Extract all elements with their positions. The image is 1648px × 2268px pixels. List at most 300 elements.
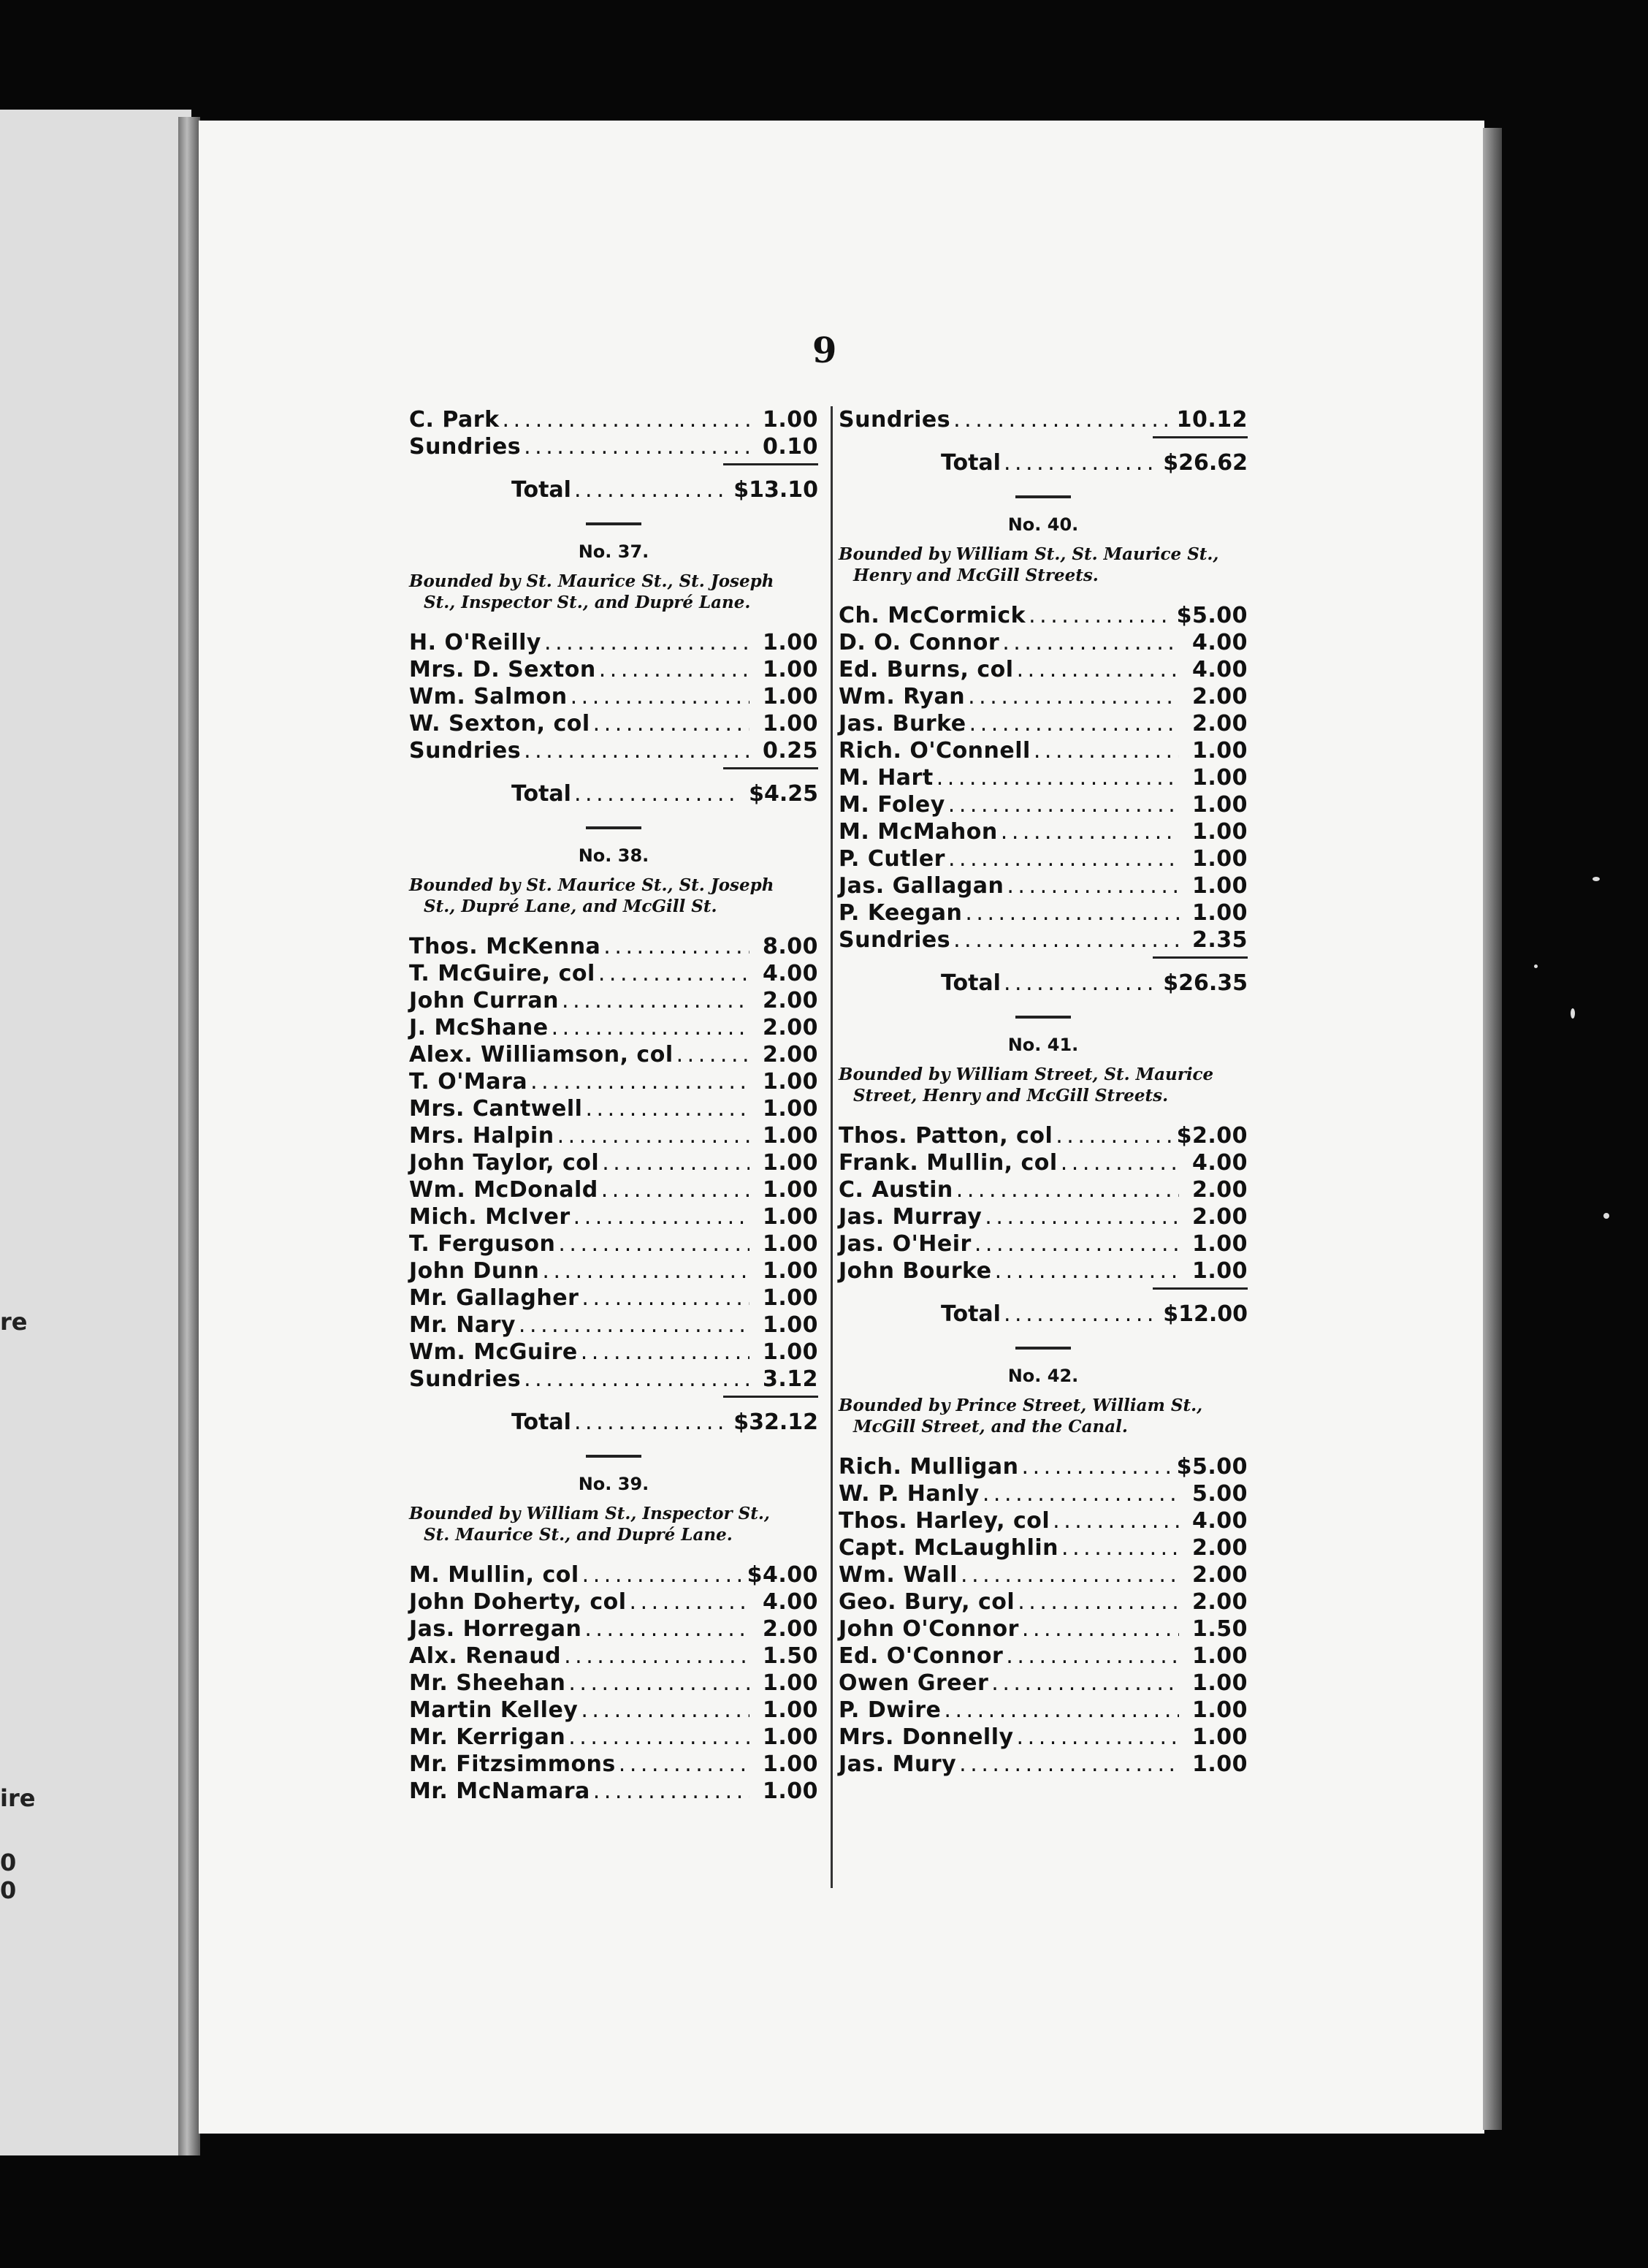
list-item (839, 406, 1248, 433)
list-item (409, 710, 818, 737)
contribution-amount: 1.00 (1191, 873, 1248, 899)
leader-dots (601, 1176, 749, 1203)
leader-dots (676, 1041, 749, 1068)
leader-dots (974, 1230, 1179, 1257)
list-item (409, 1561, 818, 1588)
section-heading: No. 38. (578, 845, 649, 866)
contributor-name: Jas. Mury (839, 1751, 957, 1777)
contributor-name: Thos. Patton, col (839, 1123, 1053, 1149)
list-item (839, 710, 1248, 737)
contribution-amount: 1.00 (762, 1724, 818, 1750)
contribution-amount: 4.00 (1191, 1150, 1248, 1176)
contributor-name: Thos. McKenna (409, 934, 601, 959)
contributor-name: Mr. McNamara (409, 1778, 590, 1804)
leader-dots (574, 778, 735, 810)
list-item (839, 926, 1248, 954)
contributor-name: Sundries (839, 927, 951, 953)
contributor-name: Ed. Burns, col (839, 657, 1014, 682)
list-item (839, 1149, 1248, 1176)
bounds-line: Bounded by St. Maurice St., St. Joseph (409, 875, 774, 895)
total-label: Total (511, 781, 571, 807)
leader-dots (519, 1312, 749, 1339)
leader-dots (544, 629, 749, 656)
leader-dots (1004, 447, 1160, 479)
column-divider (831, 406, 833, 1888)
leader-dots (581, 1285, 749, 1312)
leader-dots (598, 960, 749, 987)
contribution-amount: 1.00 (1191, 738, 1248, 764)
contribution-amount: $4.00 (747, 1562, 818, 1588)
contributor-name: T. McGuire, col (409, 961, 595, 986)
contribution-amount: $5.00 (1176, 1454, 1248, 1480)
section-heading: No. 40. (1007, 514, 1079, 535)
contributor-name: Mrs. Cantwell (409, 1096, 583, 1122)
contribution-amount: 2.00 (1191, 1562, 1248, 1588)
list-item (839, 1534, 1248, 1561)
list-item (409, 1724, 818, 1751)
contributor-name: John Curran (409, 988, 559, 1013)
contribution-amount: 2.00 (1191, 684, 1248, 709)
list-item (839, 1643, 1248, 1670)
list-item (409, 656, 818, 683)
list-item (409, 1778, 818, 1805)
contributor-name: W. P. Hanly (839, 1481, 980, 1507)
list-item (409, 1203, 818, 1230)
leader-dots (581, 1339, 749, 1366)
leader-dots (574, 1407, 730, 1439)
bounds-line: Bounded by St. Maurice St., St. Joseph (409, 571, 774, 591)
contribution-amount: 1.00 (762, 1285, 818, 1311)
contributor-name: W. Sexton, col (409, 711, 590, 737)
contributor-name: Sundries (409, 434, 522, 460)
bounds-line: Bounded by Prince Street, William St., (839, 1396, 1203, 1415)
sum-rule (1153, 436, 1248, 438)
section-total (941, 1298, 1248, 1331)
contribution-amount: 2.00 (1191, 1589, 1248, 1615)
list-item (839, 764, 1248, 791)
contributor-name: H. O'Reilly (409, 630, 541, 655)
leader-dots (1004, 967, 1160, 1000)
page-number: 9 (812, 330, 837, 371)
contribution-amount: 1.00 (1191, 1258, 1248, 1284)
sum-rule (723, 1396, 818, 1398)
contribution-amount: 1.00 (1191, 1724, 1248, 1750)
leader-dots (602, 1149, 749, 1176)
section-heading: No. 37. (578, 541, 649, 562)
contributor-name: Jas. Gallagan (839, 873, 1004, 899)
list-item (409, 629, 818, 656)
leader-dots (956, 1176, 1179, 1203)
contribution-amount: 1.00 (762, 1751, 818, 1777)
leader-dots (1034, 737, 1179, 764)
leader-dots (524, 737, 749, 764)
total-label: Total (511, 477, 571, 503)
list-item (839, 683, 1248, 710)
list-item (409, 683, 818, 710)
leader-dots (1007, 872, 1179, 899)
scan-speck (1592, 877, 1600, 881)
contributor-name: John Dunn (409, 1258, 540, 1284)
section-separator (586, 1455, 641, 1458)
leader-dots (1004, 1298, 1160, 1331)
section-separator (1015, 495, 1071, 498)
leader-dots (584, 1616, 749, 1643)
list-item (839, 1230, 1248, 1257)
contributor-name: Ed. O'Connor (839, 1643, 1004, 1669)
contributor-name: Mrs. Halpin (409, 1123, 554, 1149)
leader-dots (558, 1230, 749, 1257)
total-label: Total (511, 1409, 571, 1435)
list-item (409, 1285, 818, 1312)
list-item (839, 845, 1248, 872)
list-item (409, 1751, 818, 1778)
leader-dots (568, 1670, 749, 1697)
contributor-name: Jas. Horregan (409, 1616, 582, 1642)
leader-dots (948, 791, 1179, 818)
leader-dots (552, 1014, 749, 1041)
contributor-name: Capt. McLaughlin (839, 1535, 1059, 1561)
leader-dots (542, 1257, 749, 1285)
contribution-amount: 1.00 (1191, 1231, 1248, 1257)
contribution-amount: 1.00 (1191, 846, 1248, 872)
contributor-name: Mr. Gallagher (409, 1285, 579, 1311)
contribution-amount: 1.00 (1191, 1670, 1248, 1696)
list-item (409, 1122, 818, 1149)
contributor-name: Rich. Mulligan (839, 1454, 1019, 1480)
list-item (409, 1670, 818, 1697)
list-item (409, 1095, 818, 1122)
facing-page-mark: 0 (0, 1849, 17, 1876)
contributor-name: T. O'Mara (409, 1069, 528, 1095)
list-item (839, 1122, 1248, 1149)
list-item (839, 1507, 1248, 1534)
leader-dots (1018, 1588, 1179, 1616)
leader-dots (1029, 602, 1174, 629)
leader-dots (1053, 1507, 1179, 1534)
section-bounds (839, 544, 1248, 586)
contributor-name: M. Hart (839, 765, 934, 791)
contribution-amount: 5.00 (1191, 1481, 1248, 1507)
leader-dots (948, 845, 1179, 872)
list-item (839, 1724, 1248, 1751)
contributor-name: John O'Connor (839, 1616, 1019, 1642)
contributor-name: Rich. O'Connell (839, 738, 1031, 764)
scan-speck (1534, 964, 1538, 968)
section-total (511, 1407, 818, 1439)
contributor-name: Mr. Kerrigan (409, 1724, 566, 1750)
list-item (409, 433, 818, 460)
list-item (409, 737, 818, 764)
list-item (839, 1751, 1248, 1778)
facing-page-mark: 0 (0, 1876, 17, 1904)
list-item (839, 818, 1248, 845)
scan-speck (1571, 1008, 1575, 1019)
contribution-amount: 1.00 (762, 1231, 818, 1257)
leader-dots (562, 987, 749, 1014)
contribution-amount: 2.00 (762, 1616, 818, 1642)
section-separator (586, 826, 641, 829)
contributor-name: Sundries (409, 738, 522, 764)
contributor-name: P. Cutler (839, 846, 945, 872)
bounds-line: Bounded by William Street, St. Maurice (839, 1065, 1214, 1084)
contributor-name: Alex. Williamson, col (409, 1042, 674, 1068)
contribution-amount: 1.00 (1191, 792, 1248, 818)
leader-dots (568, 1724, 749, 1751)
leader-dots (599, 656, 749, 683)
sum-rule (723, 767, 818, 769)
leader-dots (991, 1670, 1179, 1697)
contributor-name: Sundries (409, 1366, 522, 1392)
leader-dots (936, 764, 1179, 791)
contribution-amount: 1.00 (1191, 900, 1248, 926)
leader-dots (995, 1257, 1179, 1285)
contribution-amount: 4.00 (762, 961, 818, 986)
contribution-amount: 1.00 (762, 1258, 818, 1284)
list-item (839, 1588, 1248, 1616)
contributor-name: Wm. Wall (839, 1562, 958, 1588)
bounds-line: St., Dupré Lane, and McGill St. (424, 897, 717, 916)
list-item (409, 1588, 818, 1616)
contribution-amount: 2.35 (1191, 927, 1248, 953)
section-total (511, 778, 818, 810)
contribution-amount: 1.00 (1191, 819, 1248, 845)
list-item (409, 406, 818, 433)
total-amount: $26.35 (1163, 970, 1248, 996)
leader-dots (1022, 1453, 1174, 1480)
total-amount: $13.10 (733, 477, 818, 503)
leader-dots (968, 683, 1179, 710)
contributor-name: Wm. Salmon (409, 684, 568, 709)
section-bounds (839, 1064, 1248, 1106)
contributor-name: Martin Kelley (409, 1697, 579, 1723)
contributor-name: Geo. Bury, col (839, 1589, 1015, 1615)
contribution-amount: 1.50 (1191, 1616, 1248, 1642)
total-label: Total (941, 970, 1001, 996)
leader-dots (969, 710, 1179, 737)
contributor-name: Wm. McDonald (409, 1177, 598, 1203)
bounds-line: Henry and McGill Streets. (853, 566, 1099, 585)
list-item (839, 899, 1248, 926)
bounds-line: Street, Henry and McGill Streets. (853, 1086, 1169, 1106)
list-item (409, 1257, 818, 1285)
section-bounds (409, 875, 818, 917)
leader-dots (953, 926, 1179, 954)
list-item (409, 1312, 818, 1339)
contribution-amount: 2.00 (762, 1015, 818, 1040)
contribution-amount: 3.12 (762, 1366, 818, 1392)
leader-dots (619, 1751, 749, 1778)
list-item (409, 933, 818, 960)
scan-speck (1603, 1213, 1609, 1219)
leader-dots (603, 933, 749, 960)
list-item (409, 1014, 818, 1041)
list-item (409, 1230, 818, 1257)
contributor-name: P. Keegan (839, 900, 963, 926)
contributor-name: Owen Greer (839, 1670, 989, 1696)
leader-dots (944, 1697, 1179, 1724)
contributor-name: Wm. Ryan (839, 684, 966, 709)
contributor-name: John Doherty, col (409, 1589, 627, 1615)
contribution-amount: 4.00 (1191, 1508, 1248, 1534)
contribution-amount: 1.50 (762, 1643, 818, 1669)
contributor-name: Mr. Fitzsimmons (409, 1751, 616, 1777)
contributor-name: Mrs. D. Sexton (409, 657, 596, 682)
list-item (839, 737, 1248, 764)
contributor-name: Ch. McCormick (839, 603, 1026, 628)
leader-dots (961, 1561, 1179, 1588)
list-item (839, 1453, 1248, 1480)
total-amount: $12.00 (1163, 1301, 1248, 1327)
list-item (839, 1561, 1248, 1588)
contribution-amount: 2.00 (762, 988, 818, 1013)
contribution-amount: 1.00 (762, 1096, 818, 1122)
contribution-amount: 8.00 (762, 934, 818, 959)
section-total (941, 967, 1248, 1000)
list-item (839, 1670, 1248, 1697)
facing-page-mark: ire (0, 1784, 36, 1812)
section-bounds (409, 1503, 818, 1545)
list-item (839, 1697, 1248, 1724)
contribution-amount: 1.00 (762, 1204, 818, 1230)
sum-rule (723, 463, 818, 465)
list-item (409, 1068, 818, 1095)
list-item (839, 791, 1248, 818)
contribution-amount: $2.00 (1176, 1123, 1248, 1149)
contribution-amount: 2.00 (1191, 1204, 1248, 1230)
list-item (409, 1366, 818, 1393)
right-column (839, 406, 1248, 1778)
leader-dots (953, 406, 1174, 433)
contributor-name: Alx. Renaud (409, 1643, 562, 1669)
contribution-amount: 1.00 (1191, 1751, 1248, 1777)
facing-page (0, 110, 191, 2155)
contributor-name: Sundries (839, 407, 951, 433)
total-amount: $4.25 (749, 781, 818, 807)
contribution-amount: 2.00 (1191, 711, 1248, 737)
list-item (839, 872, 1248, 899)
contributor-name: Mrs. Donnelly (839, 1724, 1014, 1750)
contributor-name: Wm. McGuire (409, 1339, 578, 1365)
contribution-amount: 4.00 (1191, 630, 1248, 655)
contribution-amount: 4.00 (1191, 657, 1248, 682)
contribution-amount: 2.00 (1191, 1535, 1248, 1561)
contributor-name: J. McShane (409, 1015, 549, 1040)
leader-dots (1017, 1724, 1179, 1751)
contribution-amount: 2.00 (1191, 1177, 1248, 1203)
section-separator (1015, 1016, 1071, 1019)
page-edge-shadow (1483, 128, 1502, 2130)
contributor-name: Mr. Sheehan (409, 1670, 566, 1696)
contributor-name: D. O. Connor (839, 630, 1000, 655)
leader-dots (557, 1122, 749, 1149)
leader-dots (1022, 1616, 1179, 1643)
section-total (941, 447, 1248, 479)
leader-dots (564, 1643, 749, 1670)
contribution-amount: 1.00 (762, 1312, 818, 1338)
contributor-name: Mr. Nary (409, 1312, 516, 1338)
list-item (409, 1643, 818, 1670)
contribution-amount: 1.00 (1191, 1643, 1248, 1669)
contribution-amount: 1.00 (762, 630, 818, 655)
list-item (409, 960, 818, 987)
contribution-amount: 1.00 (1191, 765, 1248, 791)
leader-dots (530, 1068, 749, 1095)
section-separator (1015, 1347, 1071, 1350)
section-bounds (839, 1395, 1248, 1437)
list-item (839, 1480, 1248, 1507)
bounds-line: McGill Street, and the Canal. (853, 1417, 1128, 1436)
contributor-name: M. Foley (839, 792, 945, 818)
contributor-name: Thos. Harley, col (839, 1508, 1050, 1534)
leader-dots (582, 1561, 744, 1588)
bounds-line: St., Inspector St., and Dupré Lane. (424, 593, 751, 612)
total-amount: $32.12 (733, 1409, 818, 1435)
contribution-amount: 1.00 (762, 1670, 818, 1696)
leader-dots (524, 433, 749, 460)
list-item (839, 656, 1248, 683)
contributor-name: Frank. Mullin, col (839, 1150, 1058, 1176)
leader-dots (571, 683, 749, 710)
contribution-amount: $5.00 (1176, 603, 1248, 628)
contribution-amount: 1.00 (762, 657, 818, 682)
leader-dots (1001, 818, 1179, 845)
facing-page-mark: re (0, 1308, 28, 1336)
list-item (409, 1176, 818, 1203)
contribution-amount: 1.00 (762, 1778, 818, 1804)
section-heading: No. 41. (1007, 1035, 1079, 1055)
list-item (409, 1041, 818, 1068)
leader-dots (593, 710, 749, 737)
contribution-amount: 1.00 (762, 1069, 818, 1095)
leader-dots (1017, 656, 1179, 683)
total-amount: $26.62 (1163, 450, 1248, 476)
leader-dots (585, 1095, 749, 1122)
list-item (839, 1616, 1248, 1643)
list-item (839, 602, 1248, 629)
leader-dots (573, 1203, 749, 1230)
leader-dots (574, 474, 730, 506)
contribution-amount: 2.00 (762, 1042, 818, 1068)
leader-dots (503, 406, 749, 433)
total-label: Total (941, 1301, 1001, 1327)
contributor-name: C. Park (409, 407, 500, 433)
contribution-amount: 0.25 (762, 738, 818, 764)
contributor-name: Jas. Burke (839, 711, 966, 737)
section-heading: No. 42. (1007, 1366, 1079, 1386)
list-item (839, 1257, 1248, 1285)
contribution-amount: 10.12 (1176, 407, 1248, 433)
leader-dots (630, 1588, 749, 1616)
contribution-amount: 1.00 (762, 711, 818, 737)
section-total (511, 474, 818, 506)
contribution-amount: 1.00 (1191, 1697, 1248, 1723)
leader-dots (965, 899, 1179, 926)
leader-dots (1061, 1149, 1179, 1176)
leader-dots (581, 1697, 749, 1724)
section-separator (586, 522, 641, 525)
contribution-amount: 1.00 (762, 407, 818, 433)
leader-dots (593, 1778, 749, 1805)
left-column (409, 406, 818, 1805)
contribution-amount: 4.00 (762, 1589, 818, 1615)
contributor-name: M. Mullin, col (409, 1562, 579, 1588)
list-item (839, 1176, 1248, 1203)
contributor-name: Jas. O'Heir (839, 1231, 972, 1257)
leader-dots (1061, 1534, 1179, 1561)
contribution-amount: 1.00 (762, 1697, 818, 1723)
contributor-name: John Bourke (839, 1258, 992, 1284)
list-item (839, 629, 1248, 656)
